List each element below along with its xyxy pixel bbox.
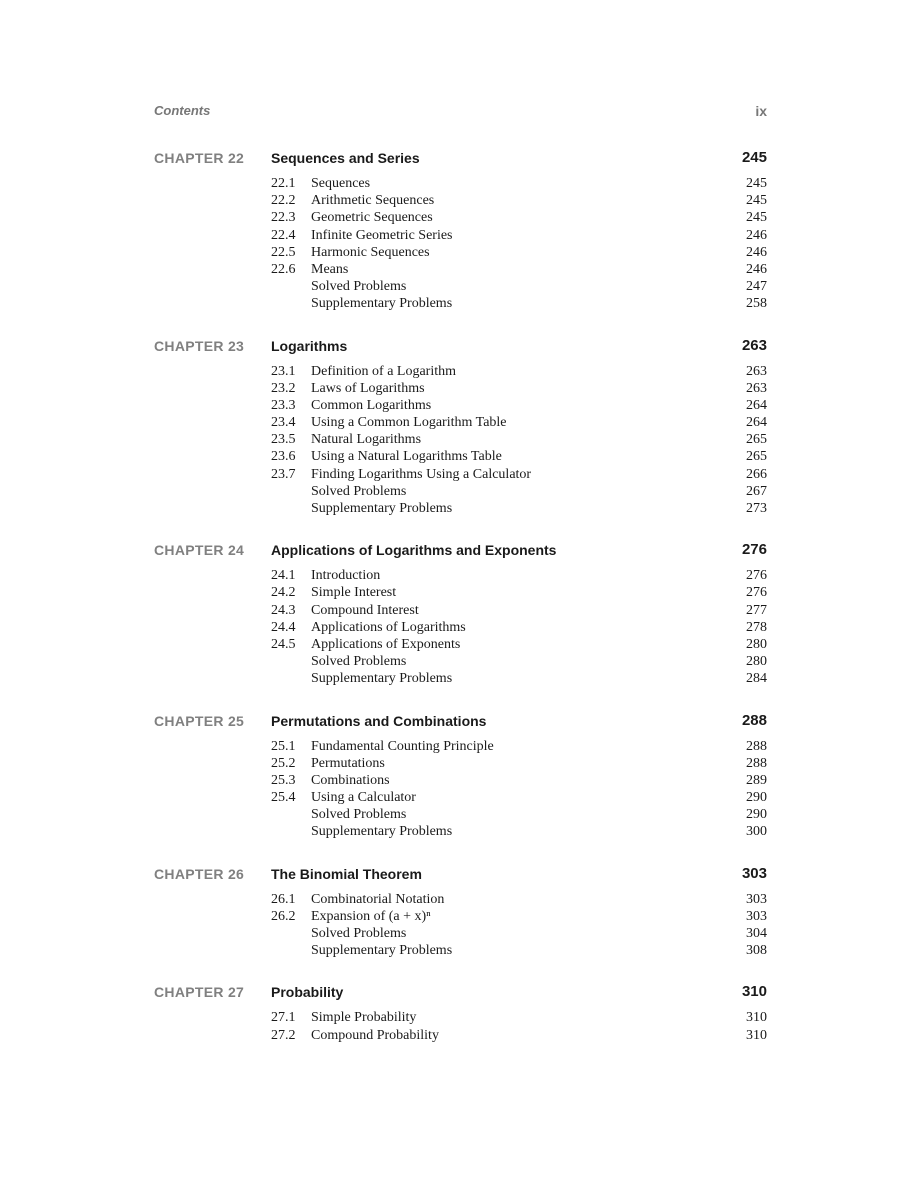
section-page-number: 265 [746,432,767,448]
chapter-page-number: 245 [741,149,767,166]
running-head [154,103,767,121]
section-title: Compound Interest [311,602,419,618]
section-title: Solved Problems [311,483,407,499]
toc-entry[interactable] [154,431,767,448]
toc-entry[interactable] [154,1009,767,1026]
toc-entry[interactable] [154,278,767,295]
section-title: Supplementary Problems [311,943,453,959]
chapter-block [154,865,767,960]
section-page-number: 245 [746,193,767,209]
section-page-number: 246 [746,227,767,243]
section-title: Simple Interest [311,585,397,601]
section-title: Supplementary Problems [311,671,453,687]
section-page-number: 245 [746,176,767,191]
chapter-page-number: 263 [741,336,767,354]
section-title: Supplementary Problems [311,296,453,312]
section-number: 23.7 [271,466,296,482]
section-page-number: 280 [746,636,767,652]
chapter-label: CHAPTER 27 [154,984,245,1001]
section-number: 22.2 [271,193,296,209]
chapter-heading[interactable] [154,712,767,732]
section-title: Applications of Exponents [311,636,461,652]
section-title: Common Logarithms [311,397,432,413]
section-title: Introduction [311,568,381,584]
section-number: 24.5 [271,636,296,652]
section-title: Simple Probability [311,1010,417,1026]
chapter-title: Applications of Logarithms and Exponents [271,542,557,559]
section-title: Combinatorial Notation [311,891,445,907]
section-number: 23.5 [271,432,296,448]
section-page-number: 264 [746,415,767,431]
toc-entry[interactable] [154,925,767,942]
chapter-block [154,712,767,841]
section-title: Using a Common Logarithm Table [311,415,507,431]
section-page-number: 264 [746,397,767,413]
section-page-number: 278 [746,619,767,635]
toc-entry[interactable] [154,602,767,619]
section-title: Applications of Logarithms [311,619,466,635]
section-title: Solved Problems [311,654,407,670]
chapter-title: Probability [271,984,344,1001]
chapter-label: CHAPTER 23 [154,337,245,354]
section-number: 23.1 [271,363,296,379]
chapter-heading[interactable] [154,337,767,357]
table-of-contents [154,149,767,1068]
toc-entry[interactable] [154,363,767,380]
section-page-number: 258 [746,296,767,312]
toc-entry[interactable] [154,806,767,823]
section-number: 26.2 [271,908,296,924]
section-page-number: 280 [746,654,767,670]
section-number: 23.4 [271,415,296,431]
section-number: 23.3 [271,397,296,413]
toc-entry[interactable] [154,789,767,806]
chapter-page-number: 303 [741,864,767,882]
chapter-block [154,149,767,313]
section-number: 22.3 [271,210,296,226]
toc-entry[interactable] [154,1027,767,1044]
section-title: Natural Logarithms [311,432,422,448]
section-title: Using a Calculator [311,790,416,806]
section-title: Using a Natural Logarithms Table [311,449,502,465]
toc-entry[interactable] [154,414,767,431]
section-title: Compound Probability [311,1027,439,1043]
section-title: Combinations [311,772,390,788]
section-page-number: 266 [746,466,767,482]
section-number: 24.4 [271,619,296,635]
toc-entry[interactable] [154,584,767,601]
section-number: 22.1 [271,176,296,191]
section-number: 23.6 [271,449,296,465]
section-title: Harmonic Sequences [311,244,430,260]
section-number: 26.1 [271,891,296,907]
section-page-number: 310 [746,1027,767,1043]
chapter-label: CHAPTER 22 [154,150,245,166]
section-number: 25.3 [271,772,296,788]
chapter-page-number: 310 [741,983,767,1001]
toc-entry[interactable] [154,908,767,925]
section-title: Laws of Logarithms [311,380,425,396]
section-title: Supplementary Problems [311,501,453,516]
section-number: 27.1 [271,1010,296,1026]
section-page-number: 303 [746,908,767,924]
chapter-title: Sequences and Series [271,150,420,166]
section-number: 23.2 [271,380,296,396]
chapter-title: Permutations and Combinations [271,712,487,729]
section-page-number: 308 [746,943,767,959]
section-number: 22.5 [271,244,296,260]
section-number: 22.6 [271,261,296,277]
section-page-number: 276 [746,585,767,601]
toc-entry[interactable] [154,567,767,584]
toc-entry[interactable] [154,891,767,908]
toc-entry[interactable] [154,636,767,653]
toc-entry[interactable] [154,261,767,278]
toc-entry[interactable] [154,466,767,483]
section-page-number: 289 [746,772,767,788]
toc-entry[interactable] [154,653,767,670]
section-title: Means [311,261,349,277]
toc-entry[interactable] [154,772,767,789]
chapter-block [154,983,767,1043]
section-page-number: 276 [746,568,767,584]
section-number: 24.2 [271,585,296,601]
chapter-heading[interactable] [154,983,767,1003]
toc-entry[interactable] [154,823,767,840]
section-title: Fundamental Counting Principle [311,738,494,754]
section-title: Solved Problems [311,807,407,823]
chapter-title: The Binomial Theorem [271,865,422,882]
section-title: Geometric Sequences [311,210,433,226]
chapter-block [154,541,767,687]
section-page-number: 267 [746,483,767,499]
section-page-number: 273 [746,501,767,516]
section-page-number: 284 [746,671,767,687]
section-page-number: 246 [746,261,767,277]
toc-entry[interactable] [154,244,767,261]
section-page-number: 290 [746,790,767,806]
running-head-title: Contents [154,103,211,118]
section-number: 24.3 [271,602,296,618]
section-page-number: 247 [746,279,767,295]
toc-entry[interactable] [154,755,767,772]
toc-entry[interactable] [154,448,767,465]
toc-entry[interactable] [154,175,767,192]
section-page-number: 300 [746,824,767,840]
section-title: Supplementary Problems [311,824,453,840]
section-page-number: 246 [746,244,767,260]
section-title: Sequences [311,176,371,191]
chapter-page-number: 276 [741,541,767,559]
toc-entry[interactable] [154,619,767,636]
page-number: ix [755,103,767,119]
section-page-number: 288 [746,738,767,754]
chapter-block [154,337,767,518]
section-title: Expansion of (a + x)ⁿ [311,908,431,924]
chapter-heading[interactable] [154,541,767,561]
chapter-page-number: 288 [741,711,767,729]
section-page-number: 290 [746,807,767,823]
section-number: 25.1 [271,738,296,754]
toc-entry[interactable] [154,738,767,755]
toc-entry[interactable] [154,209,767,226]
section-number: 25.4 [271,790,296,806]
section-title: Arithmetic Sequences [311,193,435,209]
section-title: Infinite Geometric Series [311,227,453,243]
chapter-title: Logarithms [271,337,348,354]
chapter-label: CHAPTER 24 [154,542,245,559]
section-number: 27.2 [271,1027,296,1043]
section-title: Finding Logarithms Using a Calculator [311,466,532,482]
section-page-number: 265 [746,449,767,465]
section-page-number: 277 [746,602,767,618]
toc-entry[interactable] [154,500,767,517]
section-page-number: 263 [746,380,767,396]
toc-entry[interactable] [154,397,767,414]
section-title: Solved Problems [311,279,407,295]
section-title: Permutations [311,755,385,771]
chapter-heading[interactable] [154,865,767,885]
section-title: Solved Problems [311,926,407,941]
toc-entry[interactable] [154,227,767,244]
chapter-heading[interactable] [154,149,767,169]
section-number: 24.1 [271,568,296,584]
section-number: 25.2 [271,755,296,771]
chapter-label: CHAPTER 26 [154,865,245,882]
section-page-number: 288 [746,755,767,771]
section-page-number: 263 [746,363,767,379]
toc-entry[interactable] [154,483,767,500]
section-page-number: 303 [746,891,767,907]
section-page-number: 245 [746,210,767,226]
toc-entry[interactable] [154,295,767,312]
toc-entry[interactable] [154,942,767,959]
toc-entry[interactable] [154,380,767,397]
toc-entry[interactable] [154,670,767,687]
section-title: Definition of a Logarithm [311,363,457,379]
section-page-number: 304 [746,926,767,941]
section-page-number: 310 [746,1010,767,1026]
toc-entry[interactable] [154,192,767,209]
chapter-label: CHAPTER 25 [154,712,245,729]
section-number: 22.4 [271,227,296,243]
